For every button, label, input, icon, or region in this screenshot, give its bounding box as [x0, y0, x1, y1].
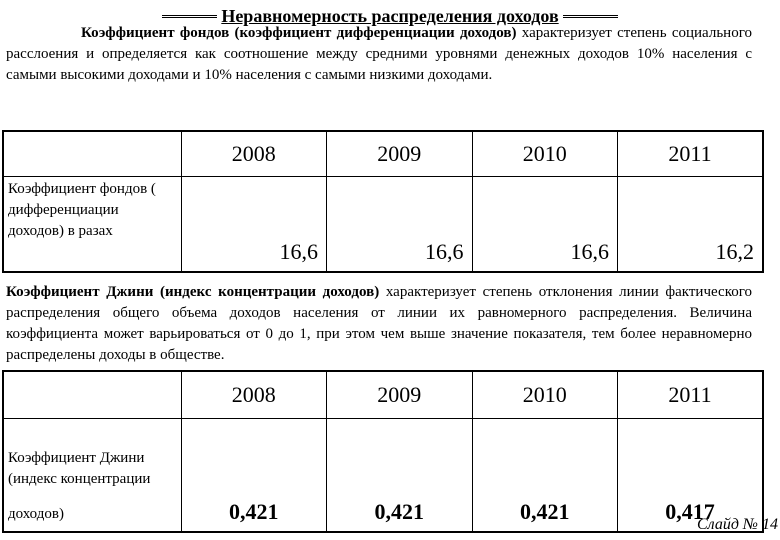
- header-empty-cell: [3, 371, 181, 419]
- value-cell: 0,417: [618, 419, 764, 533]
- year-header: 2011: [618, 371, 764, 419]
- title-rule-right: [563, 15, 618, 18]
- value-cell: 16,6: [327, 177, 473, 273]
- year-header: 2011: [618, 131, 764, 177]
- year-header: 2008: [181, 371, 327, 419]
- table-row: [3, 177, 763, 273]
- gini-table: [2, 370, 764, 533]
- table-row: [3, 419, 763, 533]
- gini-paragraph: [6, 282, 752, 366]
- year-header: 2009: [327, 371, 473, 419]
- row-label: [3, 419, 181, 533]
- slide-number: Слайд № 14: [696, 516, 778, 533]
- header-empty-cell: [3, 131, 181, 177]
- title-rule-left: [162, 15, 217, 18]
- value-cell: 16,6: [472, 177, 618, 273]
- funds-coefficient-term: Коэффициент фондов (коэффициент дифференциации доходов): [81, 25, 517, 41]
- value-cell: 0,421: [181, 419, 327, 533]
- year-header: 2008: [181, 131, 327, 177]
- year-header: 2010: [472, 131, 618, 177]
- gini-term: Коэффициент Джини (индекс концентрации доходов): [6, 284, 380, 300]
- table-header-row: [3, 131, 763, 177]
- row-label-top: Коэффициент Джини (индекс концентрации: [8, 450, 151, 487]
- row-label: Коэффициент фондов ( дифференциации доходов) в разах: [3, 177, 181, 273]
- row-label-bottom: доходов): [8, 506, 64, 522]
- value-cell: 0,421: [327, 419, 473, 533]
- value-cell: 0,421: [472, 419, 618, 533]
- table-header-row: [3, 371, 763, 419]
- gini-description: характеризует степень отклонения линии фактического распределения общего объема доходов населения от линии их равномерного распределения. Величина коэффициента может варьироваться от 0 до 1, при этом чем выше значение показателя, тем более неравномерно распределены доходы в обществе.: [6, 284, 753, 363]
- funds-coefficient-paragraph: [6, 23, 752, 86]
- year-header: 2009: [327, 131, 473, 177]
- value-cell: 16,2: [618, 177, 764, 273]
- value-cell: 16,6: [181, 177, 327, 273]
- funds-coefficient-description: характеризует степень социального расслоения и определяется как соотношение между средними уровнями денежных доходов 10% населения с самыми высокими доходами и 10% населения с самыми низкими доходами.: [6, 25, 752, 83]
- funds-coefficient-table: [2, 130, 764, 273]
- title-text: Неравномерность распределения доходов: [221, 6, 559, 26]
- year-header: 2010: [472, 371, 618, 419]
